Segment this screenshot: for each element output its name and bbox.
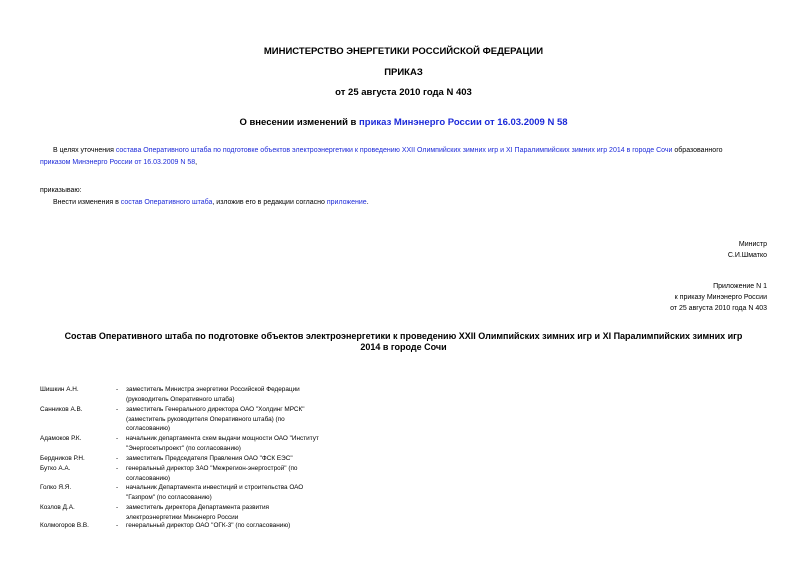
order-link-composition[interactable]: состав Оперативного штаба bbox=[120, 199, 213, 206]
member-name: Колмогоров В.В. bbox=[40, 522, 89, 529]
member-name: Голко Я.Я. bbox=[40, 484, 72, 491]
order-text-1: Внести изменения в bbox=[53, 199, 121, 206]
member-description: заместитель Председателя Правления ОАО "ФСК ЕЭС" bbox=[126, 455, 293, 462]
order-paragraph bbox=[53, 197, 369, 209]
member-name: Бердников Р.Н. bbox=[40, 455, 85, 462]
member-name: Шишкин А.Н. bbox=[40, 386, 79, 393]
order-link-appendix[interactable]: приложение bbox=[326, 199, 367, 206]
member-dash: - bbox=[116, 465, 119, 472]
member-name: Козлов Д.А. bbox=[40, 504, 75, 511]
member-dash: - bbox=[116, 455, 119, 462]
preamble-link-composition[interactable]: состава Оперативного штаба по подготовке объектов электроэнергетики к проведению XXII Олимпийских зимних игр и XI Паралимпийских зимних игр 2014 в городе Сочи bbox=[115, 147, 673, 154]
member-dash: - bbox=[116, 406, 119, 413]
member-description: начальник Департамента инвестиций и строительства ОАО "Газпром" (по согласованию) bbox=[126, 484, 304, 501]
order-text-3: . bbox=[366, 199, 369, 206]
member-description: заместитель Генерального директора ОАО "Холдинг МРСК" (заместитель руководителя Оперативного штаба) (по согласованию) bbox=[126, 406, 305, 432]
member-dash: - bbox=[116, 522, 119, 529]
signature-position: Министр bbox=[738, 241, 767, 248]
member-description: генеральный директор ЗАО "Межрегион-энергострой" (по согласованию) bbox=[126, 465, 298, 482]
member-name: Адамоков Р.К. bbox=[40, 435, 82, 442]
member-description: генеральный директор ОАО "ОГК-3" (по согласованию) bbox=[126, 522, 291, 529]
appendix-line-3: от 25 августа 2010 года N 403 bbox=[670, 305, 767, 312]
title-prefix: О внесении изменений в bbox=[239, 117, 360, 128]
appendix-line-1: Приложение N 1 bbox=[713, 283, 767, 290]
order-word: приказываю: bbox=[40, 187, 82, 194]
member-dash: - bbox=[116, 386, 119, 393]
order-text-2: , изложив его в редакции согласно bbox=[212, 199, 327, 206]
appendix-line-2: к приказу Минэнерго России bbox=[674, 294, 767, 301]
title-link[interactable]: приказ Минэнерго России от 16.03.2009 N 58 bbox=[359, 117, 568, 128]
member-description: заместитель Министра энергетики Российской Федерации (руководитель Оперативного штаба) bbox=[126, 386, 300, 403]
member-name: Санников А.В. bbox=[40, 406, 83, 413]
member-dash: - bbox=[116, 504, 119, 511]
composition-title: Состав Оперативного штаба по подготовке объектов электроэнергетики к проведению XXII Олимпийских зимних игр и XI Паралимпийских зимних игр 2014 в городе Сочи bbox=[64, 331, 743, 352]
preamble-link-order[interactable]: приказом Минэнерго России от 16.03.2009 N 58 bbox=[40, 159, 196, 166]
member-description: начальник департамента схем выдачи мощности ОАО "Институт "Энергосетьпроект" (по согласованию) bbox=[126, 435, 319, 452]
doc-date-number: от 25 августа 2010 года N 403 bbox=[335, 87, 472, 98]
member-dash: - bbox=[116, 435, 119, 442]
member-description: заместитель директора Департамента развития электроэнергетики Минэнерго России bbox=[126, 504, 269, 521]
signature-block bbox=[728, 239, 767, 261]
document-title bbox=[0, 117, 807, 128]
doc-type-heading: ПРИКАЗ bbox=[384, 67, 423, 78]
signature-name: С.И.Шматко bbox=[727, 252, 767, 259]
ministry-heading: МИНИСТЕРСТВО ЭНЕРГЕТИКИ РОССИЙСКОЙ ФЕДЕРАЦИИ bbox=[263, 46, 544, 57]
member-name: Бутко А.А. bbox=[40, 465, 71, 472]
member-dash: - bbox=[116, 484, 119, 491]
preamble-paragraph bbox=[40, 145, 768, 169]
preamble-text-2: образованного bbox=[672, 147, 723, 154]
preamble-text-1: В целях уточнения bbox=[53, 147, 116, 154]
preamble-text-3: , bbox=[195, 159, 198, 166]
appendix-block bbox=[670, 281, 767, 314]
